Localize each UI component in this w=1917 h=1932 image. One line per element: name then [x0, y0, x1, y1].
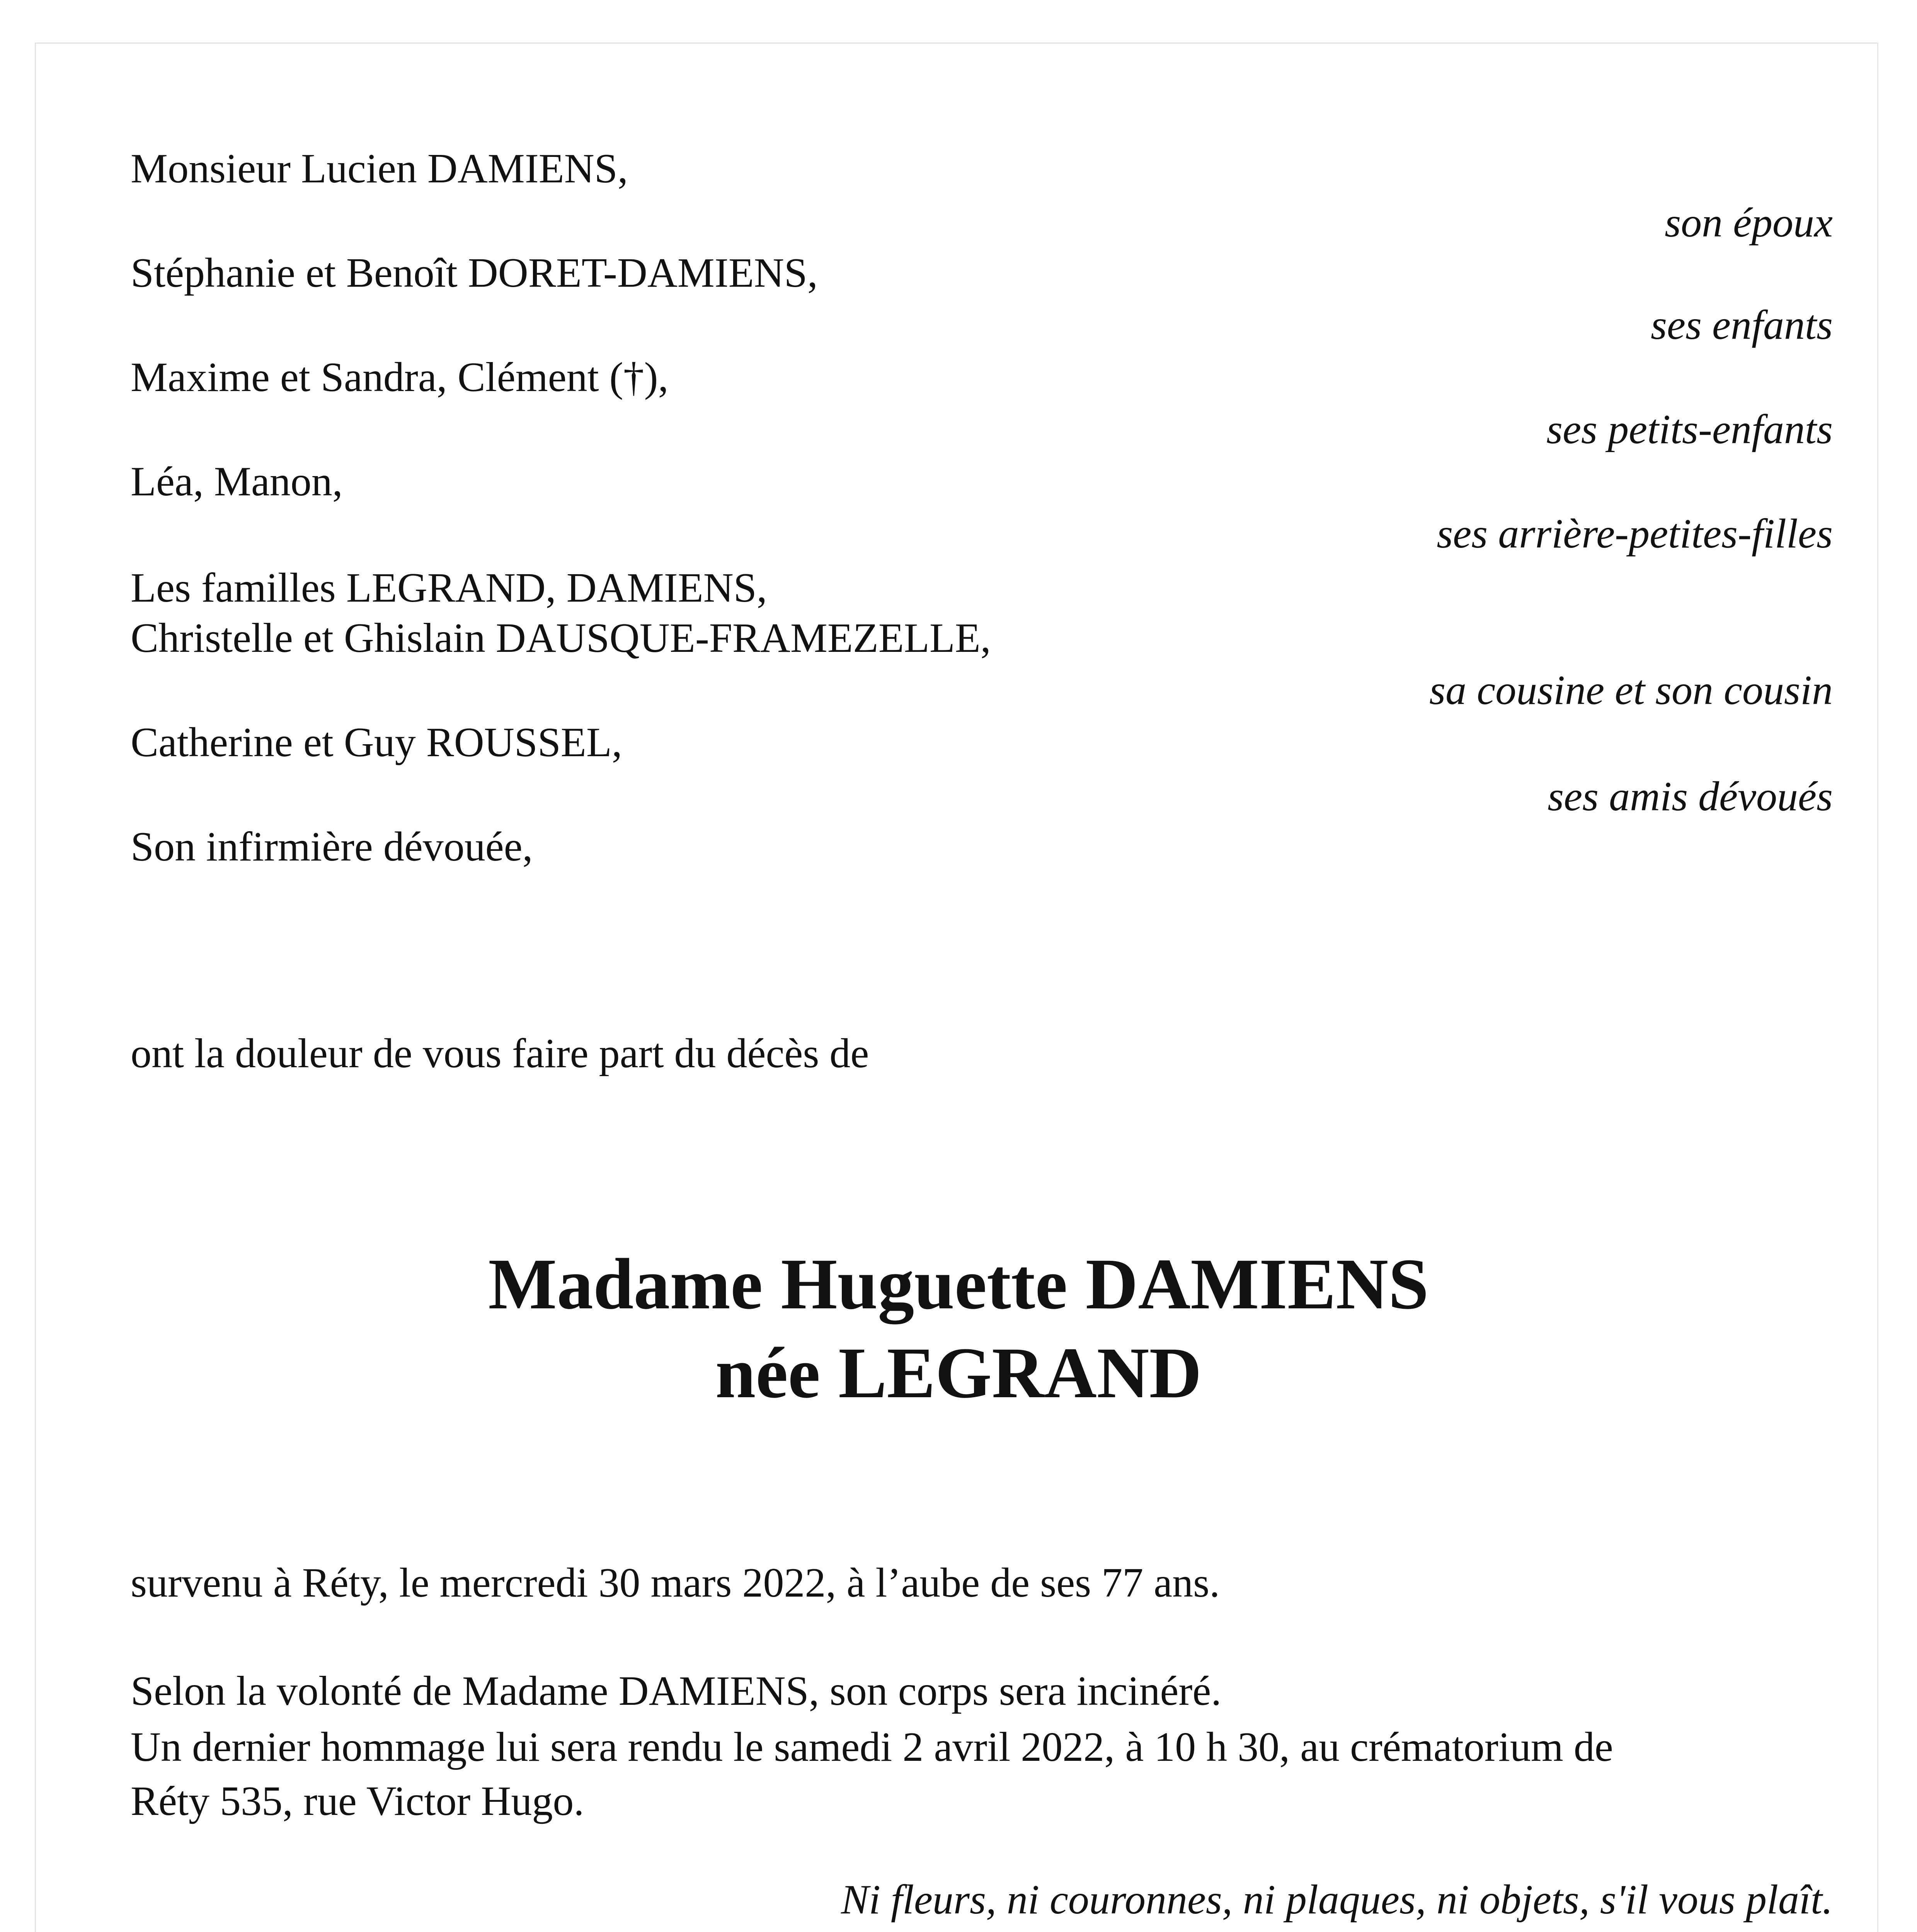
family-member-5b: Christelle et Ghislain DAUSQUE-FRAMEZELLE, — [131, 615, 991, 661]
family-member-5: Les familles LEGRAND, DAMIENS, — [131, 565, 767, 611]
family-member-6: Catherine et Guy ROUSSEL, — [131, 719, 622, 765]
page-border — [35, 43, 1878, 1932]
family-member-4: Léa, Manon, — [131, 459, 343, 505]
announcement-text: ont la douleur de vous faire part du décès de — [131, 1031, 869, 1077]
family-member-2: Stéphanie et Benoît DORET-DAMIENS, — [131, 250, 818, 296]
relation-6: ses amis dévoués — [1548, 774, 1833, 820]
deceased-name: Madame Huguette DAMIENS — [488, 1243, 1429, 1324]
ceremony-line-1: Selon la volonté de Madame DAMIENS, son corps sera incinéré. — [131, 1668, 1222, 1714]
ceremony-line-2: Un dernier hommage lui sera rendu le samedi 2 avril 2022, à 10 h 30, au crématorium de — [131, 1724, 1613, 1770]
relation-3: ses petits-enfants — [1546, 406, 1833, 452]
deceased-maiden-name: née LEGRAND — [715, 1332, 1202, 1413]
family-member-7: Son infirmière dévouée, — [131, 824, 533, 870]
relation-4: ses arrière-petites-filles — [1437, 511, 1833, 557]
family-member-1: Monsieur Lucien DAMIENS, — [131, 146, 628, 192]
no-flowers-notice: Ni fleurs, ni couronnes, ni plaques, ni objets, s'il vous plaît. — [841, 1877, 1833, 1923]
family-member-3: Maxime et Sandra, Clément (†), — [131, 354, 669, 400]
relation-5: sa cousine et son cousin — [1429, 667, 1833, 713]
death-info: survenu à Réty, le mercredi 30 mars 2022, à l’aube de ses 77 ans. — [131, 1560, 1220, 1606]
relation-2: ses enfants — [1651, 302, 1833, 348]
relation-1: son époux — [1665, 200, 1833, 246]
ceremony-line-3: Réty 535, rue Victor Hugo. — [131, 1778, 584, 1824]
